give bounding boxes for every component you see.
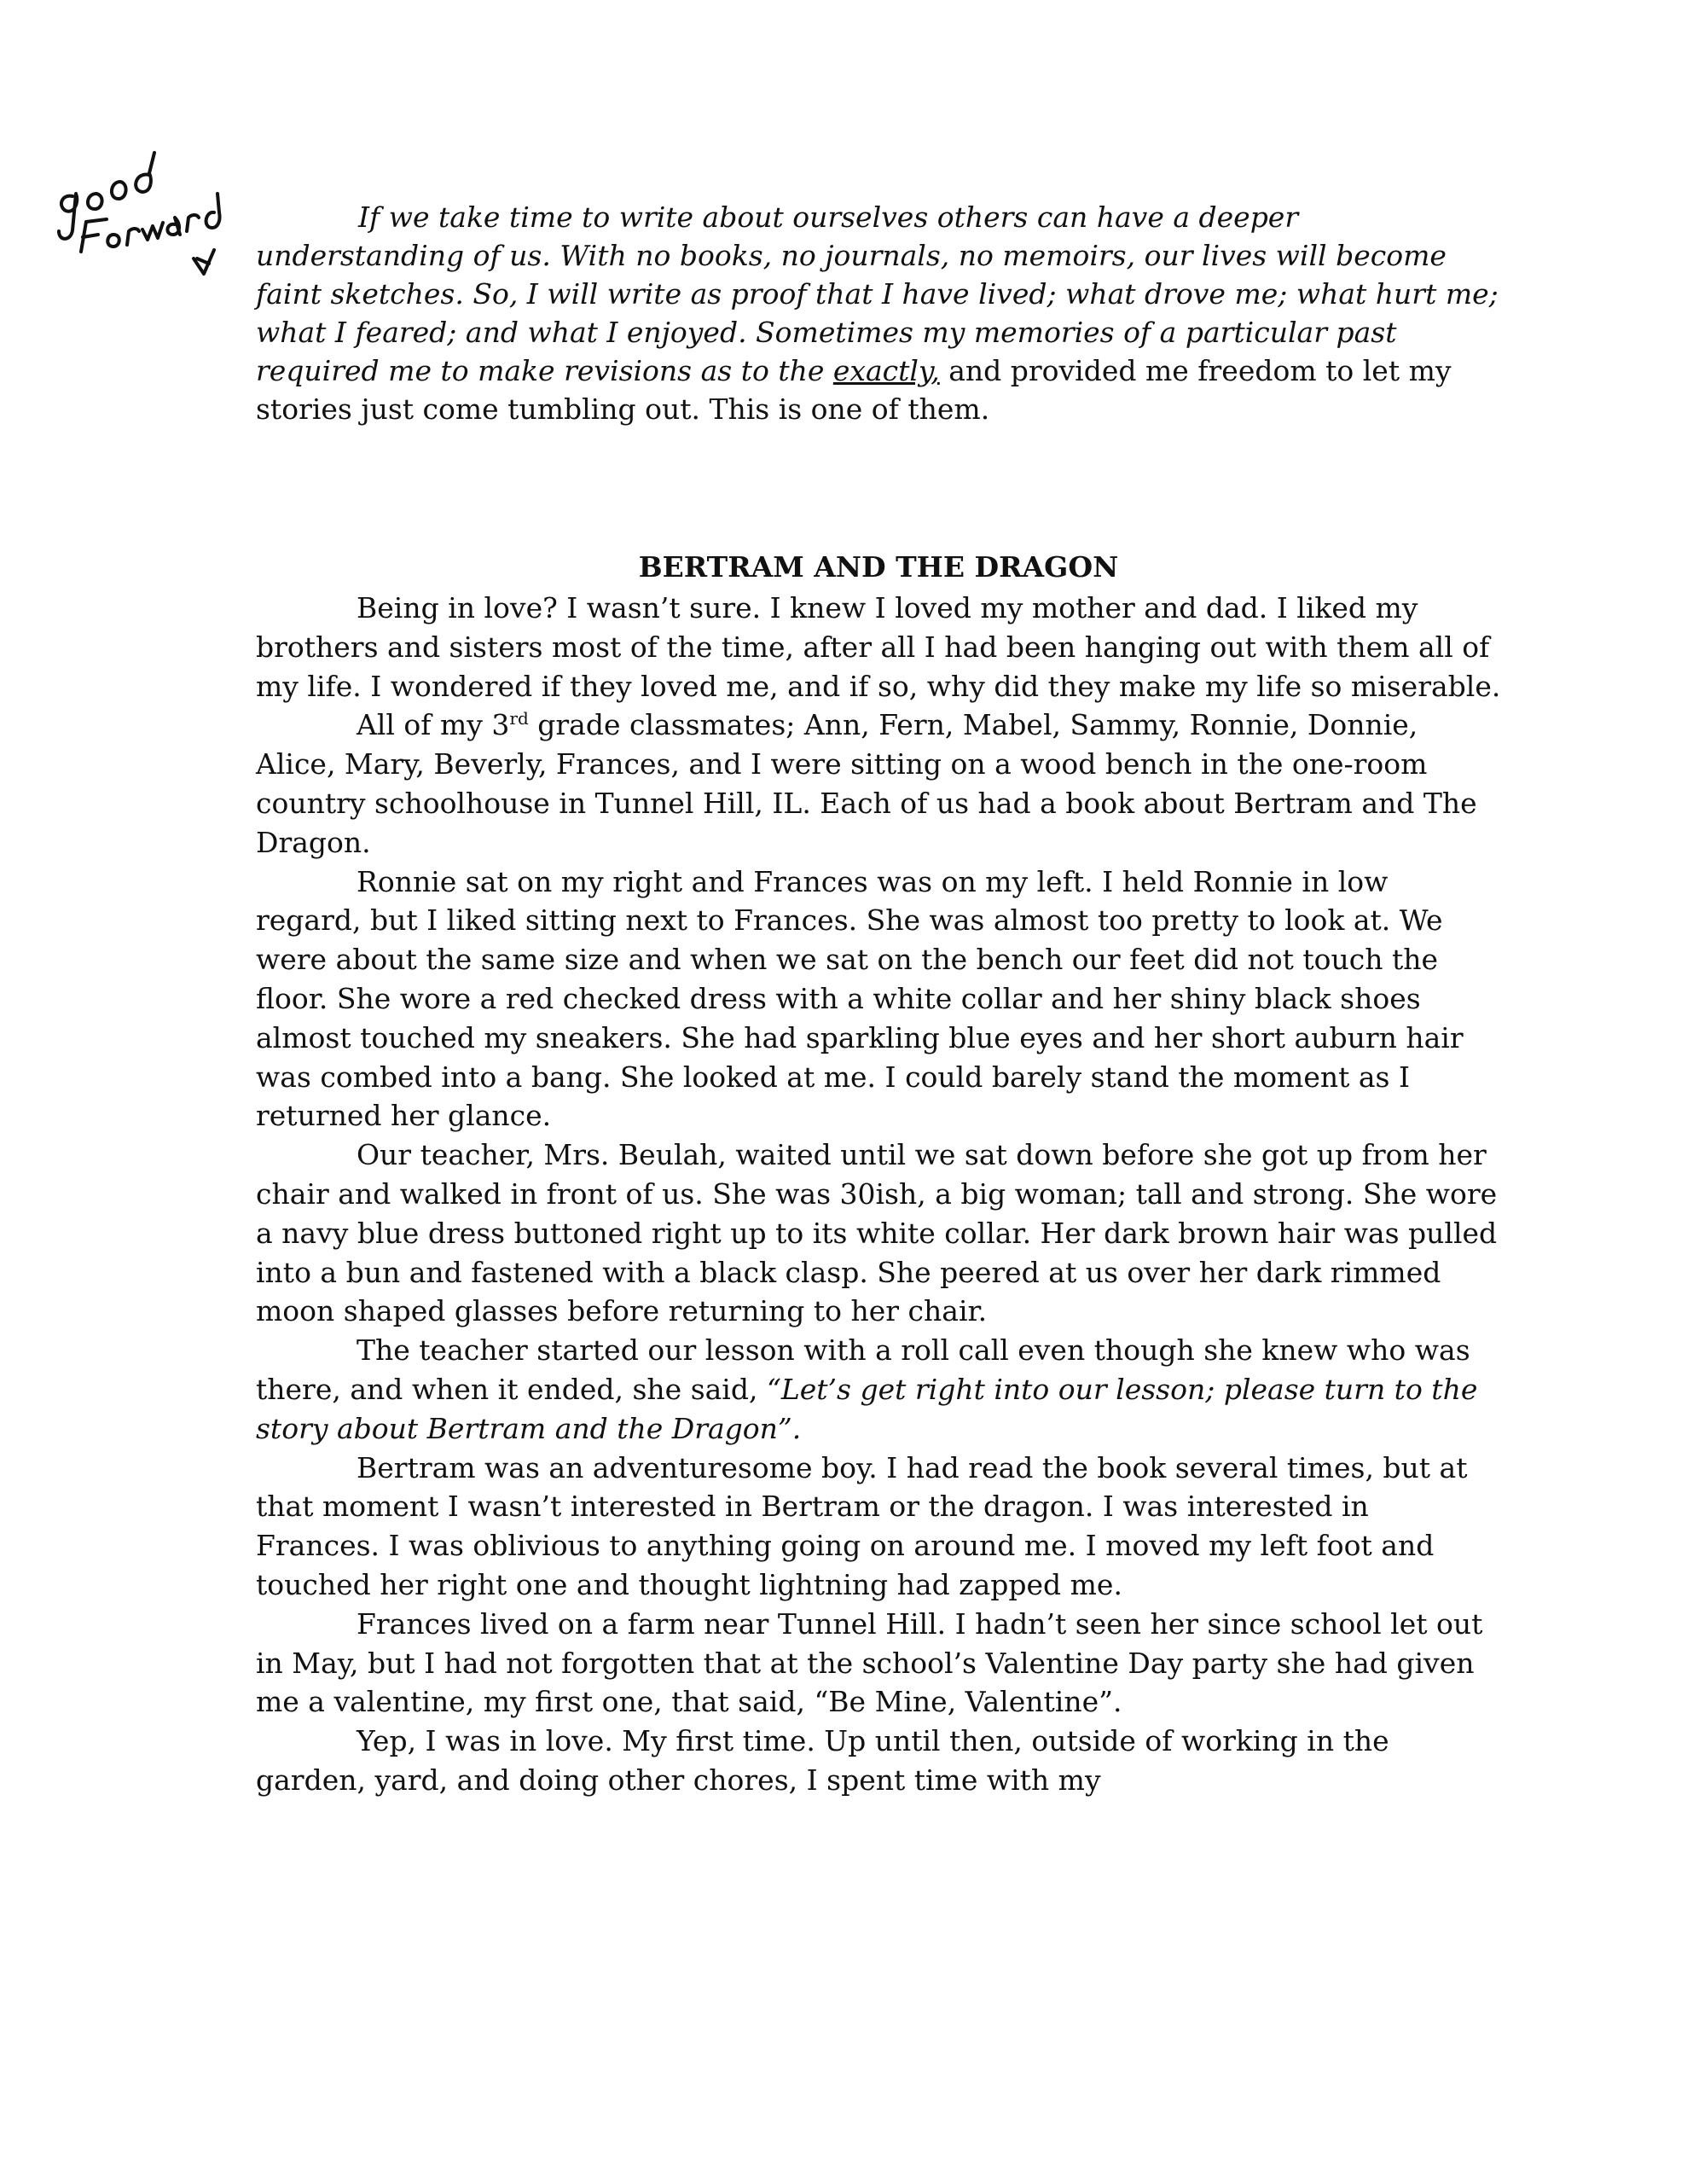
story-paragraph-7: Frances lived on a farm near Tunnel Hill. I hadn’t seen her since school let out in May, but I had not forgotten that at the school’s Valentine Day party she had given me a valentine, my first one, that said, “Be Mine, Valentine”. (256, 1606, 1483, 1719)
story-title: BERTRAM AND THE DRAGON (638, 550, 1119, 584)
foreword-paragraph (256, 198, 1501, 428)
story-paragraph-8: Yep, I was in love. My first time. Up until then, outside of working in the garden, yard, and doing other chores, I spent time with my (256, 1724, 1389, 1797)
paragraph-2-start: All of my 3 (357, 708, 510, 742)
foreword-text: and provided me freedom to let my stories just come tumbling out. This is one of them. (256, 354, 1452, 426)
story-paragraph-2 (256, 706, 1501, 862)
teacher-quote: “Let’s get right into our lesson; please turn to the story about Bertram and the Dragon”. (256, 1372, 1478, 1445)
foreword-text-italic: If we take time to write about ourselves others can have a deeper understanding of us. With no books, no journals, no memoirs, our lives will become faint sketches. So, I will write as proof that I have lived; what drove me; what hurt me; what I feared; and what I enjoyed. Sometimes my memories of a particular past required me to make revisions as to the (256, 200, 1499, 387)
story-paragraph-1: Being in love? I wasn’t sure. I knew I loved my mother and dad. I liked my brothers and sisters most of the time, after all I had been hanging out with them all of my life. I wondered if they loved me, and if so, why did they make my life so miserable. (256, 591, 1501, 703)
paragraph-5-start: The teacher started our lesson with a roll call even though she knew who was there, and when it ended, she said, (256, 1333, 1470, 1406)
story-body (256, 589, 1501, 1800)
story-paragraph-5 (256, 1331, 1501, 1448)
paragraph-2-rest: grade classmates; Ann, Fern, Mabel, Sammy, Ronnie, Donnie, Alice, Mary, Beverly, Frances, and I were sitting on a wood bench in the one-room country schoolhouse in Tunnel Hill, IL. Each of us had a book about Bertram and The Dragon. (256, 708, 1477, 859)
ordinal-suffix: rd (509, 708, 529, 729)
foreword (256, 198, 1501, 428)
story-paragraph-6: Bertram was an adventuresome boy. I had read the book several times, but at that moment I wasn’t interested in Bertram or the dragon. I was interested in Frances. I was oblivious to anything going on around me. I moved my left foot and touched her right one and thought lightning had zapped me. (256, 1450, 1468, 1601)
foreword-underlined-word: exactly, (832, 354, 940, 387)
handwritten-note (47, 149, 243, 294)
story-paragraph-3: Ronnie sat on my right and Frances was on my left. I held Ronnie in low regard, but I liked sitting next to Frances. She was almost too pretty to look at. We were about the same size and when we sat on the bench our feet did not touch the floor. She wore a red checked dress with a white collar and her shiny black shoes almost touched my sneakers. She had sparkling blue eyes and her short auburn hair was combed into a bang. She looked at me. I could barely stand the moment as I returned her glance. (256, 864, 1464, 1133)
story-paragraph-4: Our teacher, Mrs. Beulah, waited until we sat down before she got up from her chair and walked in front of us. She was 30ish, a big woman; tall and strong. She wore a navy blue dress buttoned right up to its white collar. Her dark brown hair was pulled into a bun and fastened with a black clasp. She peered at us over her dark rimmed moon shaped glasses before returning to her chair. (256, 1138, 1498, 1328)
